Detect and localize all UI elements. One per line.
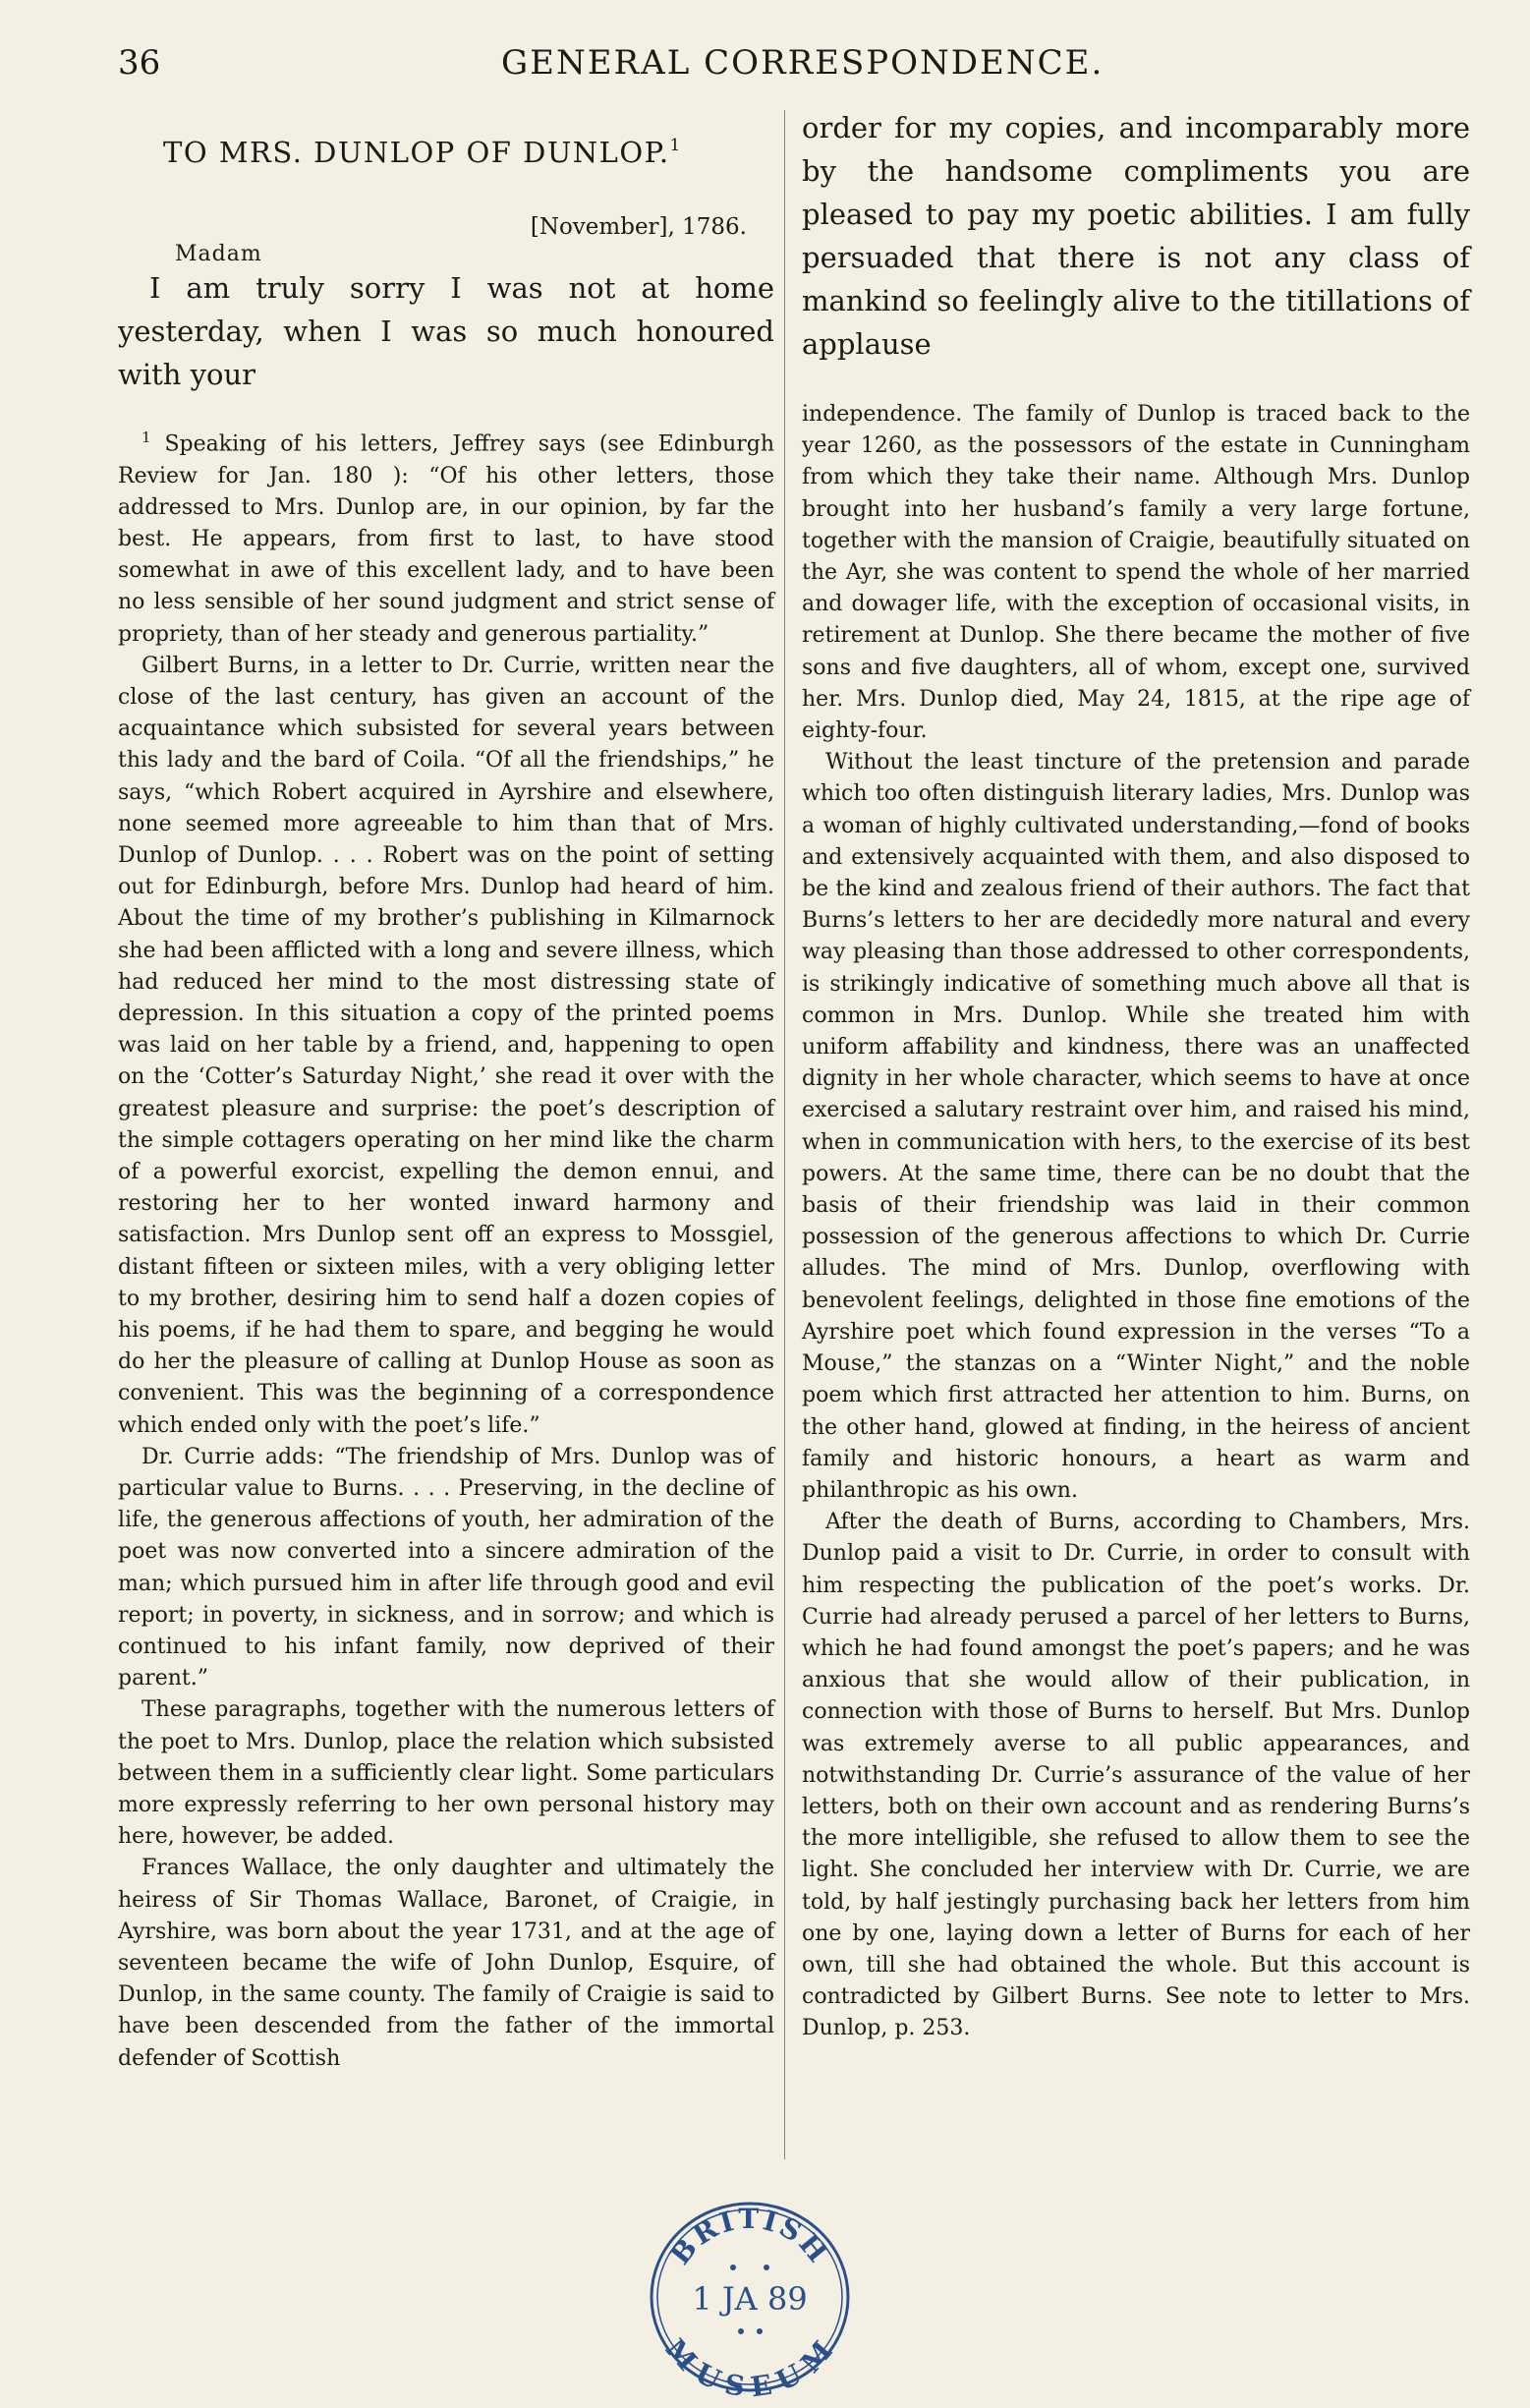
british-museum-stamp (637, 2194, 863, 2400)
footnote-text: Speaking of his letters, Jeffrey says (see Edinburgh Review for Jan. 180 ): “Of his other letters, those addressed to Mrs. Dunlop are, in our opinion, by far the best. He appears, from first to last, to have stood somewhat in awe of this excellent lady, and to have been no less sensible of her sound judgment and strict sense of propriety, than of her steady and generous partiality.” (118, 431, 775, 647)
footnote-right (802, 399, 1470, 2045)
footnote-paragraph (118, 422, 774, 651)
page-header (118, 43, 1105, 88)
right-column (802, 106, 1470, 2045)
letter-body-left: I am truly sorry I was not at home yesterday, when I was so much honoured with your (118, 271, 774, 391)
footnote-marker: 1 (142, 429, 151, 446)
letter-date: [November], 1786. (530, 214, 747, 240)
footnote-paragraph: Dr. Currie adds: “The friendship of Mrs. Dunlop was of particular value to Burns. . . . Preserving, in the decline of life, the generous affections of youth, her admiration of the poet was now converted into a sincere admiration of the man; which pursued him in after life through good and evil report; in poverty, in sickness, and in sorrow; and which is continued to his infant family, now deprived of their parent.” (118, 1444, 774, 1691)
letter-title (163, 136, 774, 169)
page-number: 36 (118, 43, 161, 83)
stamp-top-text-node (663, 2203, 835, 2270)
left-column (118, 106, 774, 2075)
stamp-bottom-text: MUSEUM (658, 2332, 841, 2400)
footnote-left (118, 422, 774, 2075)
stamp-dot (764, 2265, 769, 2270)
letter-body-right: order for my copies, and incomparably more by the handsome compliments you are pleased to pay my poetic abilities. I am fully persuaded that there is not any class of mankind so feelingly alive to the titillations of applause (802, 111, 1470, 361)
letter-salutation: Madam (175, 242, 262, 266)
footnote-paragraph: Without the least tincture of the pretension and parade which too often distinguish literary ladies, Mrs. Dunlop was a woman of highly cultivated understanding,—fond of books and extensively acquainted with them, and also disposed to be the kind and zealous friend of their authors. The fact that Burns’s letters to her are decidedly more natural and every way pleasing than those addressed to other correspondents, is strikingly indicative of something much above all that is common in Mrs. Dunlop. While she treated him with uniform affability and kindness, there was an unaffected dignity in her whole character, which seems to have at once exercised a salutary restraint over him, and raised his mind, when in communication with hers, to the exercise of its best powers. At the same time, there can be no doubt that the basis of their friendship was laid in their common possession of the generous affections to which Dr. Currie alludes. The mind of Mrs. Dunlop, overflowing with benevolent feelings, delighted in those fine emotions of the Ayrshire poet which found expression in the verses “To a Mouse,” the stanzas on a “Winter Night,” and the noble poem which first attracted her attention to him. Burns, on the other hand, glowed at finding, in the heiress of ancient family and historic honours, a heart as warm and philanthropic as his own. (802, 750, 1470, 1503)
footnote-paragraph: After the death of Burns, according to Chambers, Mrs. Dunlop paid a visit to Dr. Currie, in order to consult with him respecting the publication of the poet’s works. Dr. Currie had already perused a parcel of her letters to Burns, which he had found amongst the poet’s papers; and he was anxious that she would allow of their publication, in connection with those of Burns to herself. But Mrs. Dunlop was extremely averse to all public appearances, and notwithstanding Dr. Currie’s assurance of the value of her letters, both on their own account and as rendering Burns’s the more intelligible, she refused to allow them to see the light. She concluded her interview with Dr. Currie, we are told, by half jestingly purchasing back her letters from him one by one, laying down a letter of Burns for each of her own, till she had obtained the whole. But this account is contradicted by Gilbert Burns. See note to letter to Mrs. Dunlop, p. 253. (802, 1510, 1470, 2041)
stamp-date: 1 JA 89 (692, 2280, 808, 2318)
column-rule (784, 110, 785, 2159)
title-note-ref: 1 (669, 136, 682, 155)
footnote-paragraph: independence. The family of Dunlop is traced back to the year 1260, as the possessors of the estate in Cunningham from which they take their name. Although Mrs. Dunlop brought into her husband’s family a very large fortune, together with the mansion of Craigie, beautifully situated on the Ayr, she was content to spend the whole of her married and dowager life, with the exception of occasional visits, in retirement at Dunlop. She there became the mother of five sons and five daughters, all of whom, except one, survived her. Mrs. Dunlop died, May 24, 1815, at the ripe age of eighty-four. (802, 402, 1470, 744)
footnote-paragraph: Frances Wallace, the only daughter and ultimately the heiress of Sir Thomas Wallace, Baronet, of Craigie, in Ayrshire, was born about the year 1731, and at the age of seventeen became the wife of John Dunlop, Esquire, of Dunlop, in the same county. The family of Craigie is said to have been descended from the father of the immortal defender of Scottish (118, 1856, 774, 2071)
stamp-top-text: BRITISH (663, 2202, 836, 2271)
footnote-paragraph: These paragraphs, together with the numerous letters of the poet to Mrs. Dunlop, place the relation which subsisted between them in a sufficiently clear light. Some particulars more expressly referring to her own personal history may here, however, be added. (118, 1697, 774, 1850)
stamp-dot (730, 2265, 736, 2270)
letter-title-text: TO MRS. DUNLOP OF DUNLOP. (163, 136, 670, 169)
stamp-dot (738, 2328, 744, 2334)
footnote-paragraph: Gilbert Burns, in a letter to Dr. Currie, written near the close of the last century, has given an account of the acquaintance which subsisted for several years between this lady and the bard of Coila. “Of all the friendships,” he says, “which Robert acquired in Ayrshire and elsewhere, none seemed more agreeable to him than that of Mrs. Dunlop of Dunlop. . . . Robert was on the point of setting out for Edinburgh, before Mrs. Dunlop had heard of him. About the time of my brother’s publishing in Kilmarnock she had been afflicted with a long and severe illness, which had reduced her mind to the most distressing state of depression. In this situation a copy of the printed poems was laid on her table by a friend, and, happening to open on the ‘Cotter’s Saturday Night,’ she read it over with the greatest pleasure and surprise: the poet’s description of the simple cottagers operating on her mind like the charm of a powerful exorcist, expelling the demon ennui, and restoring her to her wonted inward harmony and satisfaction. Mrs Dunlop sent off an express to Mossgiel, distant fifteen or sixteen miles, with a very obliging letter to my brother, desiring him to send half a dozen copies of his poems, if he had them to spare, and begging he would do her the pleasure of calling at Dunlop House as soon as convenient. This was the beginning of a correspondence which ended only with the poet’s life.” (118, 653, 774, 1438)
stamp-dot (757, 2328, 763, 2334)
running-head: GENERAL CORRESPONDENCE. (501, 43, 1105, 83)
